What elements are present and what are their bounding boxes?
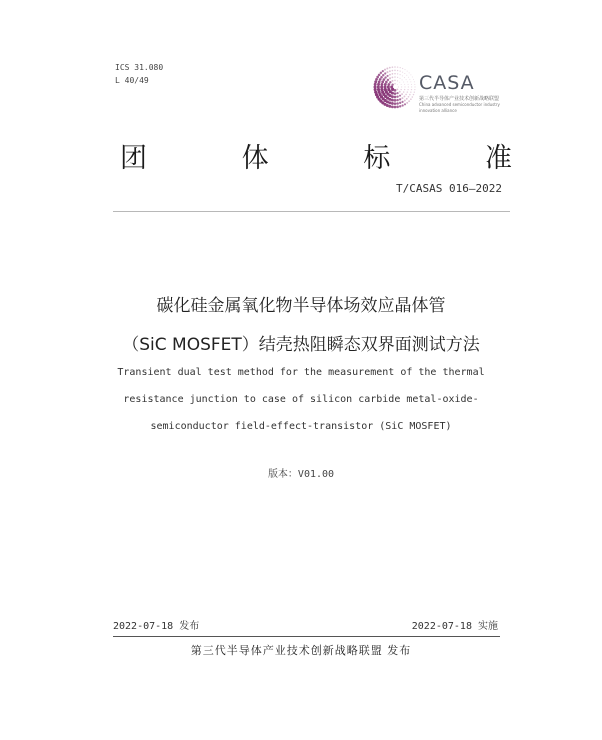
casa-logo [372, 64, 512, 124]
cn-title-line2: （SiC MOSFET）结壳热阻瞬态双界面测试方法 [122, 335, 480, 355]
logo-dot [401, 101, 403, 103]
logo-dot [380, 88, 383, 91]
logo-dot [409, 72, 410, 73]
logo-dot [392, 73, 394, 75]
logo-dot [383, 78, 386, 81]
logo-dot [408, 86, 409, 87]
title-char-2: 体 [241, 143, 269, 174]
logo-dot [405, 94, 407, 96]
logo-dot [399, 74, 400, 75]
logo-dot [401, 84, 402, 85]
logo-dot [389, 81, 391, 83]
logo-dot [396, 92, 398, 94]
logo-dot [404, 84, 405, 85]
logo-dot [414, 89, 415, 90]
logo-dot [396, 102, 399, 105]
logo-dot [387, 85, 390, 88]
logo-dot [389, 70, 391, 72]
logo-dot [390, 85, 393, 88]
logo-dot [402, 104, 404, 106]
logo-dot [401, 97, 403, 99]
logo-dot [382, 74, 384, 76]
logo-dot [402, 75, 403, 76]
logo-dot [391, 99, 394, 102]
logo-dot [384, 76, 386, 78]
logo-dot [396, 106, 399, 109]
logo-dot [375, 78, 378, 81]
logo-dot [387, 83, 390, 86]
logo-dot [380, 83, 383, 86]
en-title-line3: semiconductor field-effect-transistor (SiC MOSFET) [150, 421, 452, 432]
logo-dot [386, 71, 388, 73]
logo-dot [400, 89, 401, 90]
logo-dot [406, 79, 407, 80]
logo-dot [399, 98, 401, 100]
logo-dot [399, 78, 400, 79]
logo-dot [412, 77, 413, 78]
logo-dot [408, 96, 410, 98]
logo-cn-name: 第三代半导体产业技术创新战略联盟 [419, 96, 500, 102]
logo-dot [394, 73, 396, 75]
logo-dot [384, 69, 386, 71]
cn-title-line1: 碳化硅金属氧化物半导体场效应晶体管 [156, 296, 446, 316]
title-char-4: 准 [484, 143, 512, 174]
logo-dot [377, 83, 380, 86]
logo-dot [391, 80, 393, 82]
logo-dot [396, 95, 398, 97]
logo-dot [397, 77, 398, 78]
logo-dot [386, 68, 388, 70]
ics-code: ICS 31.080 [115, 63, 164, 72]
logo-dot [404, 86, 405, 87]
logo-dot [382, 70, 384, 72]
logo-dot [407, 71, 408, 72]
logo-dot [410, 98, 412, 100]
logo-dot [373, 85, 376, 88]
logo-dot [397, 73, 398, 74]
logo-dot [409, 94, 411, 96]
logo-dot [392, 70, 394, 72]
logo-dot [394, 80, 396, 82]
logo-dot [381, 81, 384, 84]
logo-dot [394, 76, 396, 78]
logo-dot [394, 96, 397, 99]
logo-dot [399, 95, 401, 97]
logo-dot [403, 82, 404, 83]
logo-dot [403, 91, 405, 93]
logo-dot [397, 66, 398, 67]
logo-dot [400, 71, 401, 72]
logo-dot [413, 79, 414, 80]
logo-dot [411, 86, 412, 87]
logo-dot [376, 76, 379, 79]
logo-dot [389, 67, 391, 69]
logo-dot [402, 72, 403, 73]
logo-dot [399, 82, 400, 83]
logo-dot [398, 86, 399, 87]
logo-dot [412, 96, 414, 98]
logo-en-line2: innovation alliance [419, 108, 457, 113]
logo-dot [408, 100, 410, 102]
logo-dot [414, 81, 415, 82]
logo-dot [404, 77, 405, 78]
issue-date: 2022-07-18 发布 [113, 621, 200, 632]
logo-dot [413, 94, 414, 95]
logo-dot [394, 99, 397, 102]
logo-dot [402, 68, 403, 69]
logo-dot [414, 92, 415, 93]
logo-dot [384, 88, 387, 91]
logo-en-line1: China advanced semiconductor industry [419, 102, 500, 107]
logo-dot [394, 106, 397, 109]
logo-dot [406, 75, 407, 76]
logo-dot [378, 74, 381, 77]
logo-dot [394, 102, 397, 105]
logo-dot [406, 102, 408, 104]
logo-dot [394, 66, 396, 68]
logo-dot [401, 86, 402, 87]
logo-dot [387, 88, 390, 91]
logo-dot [401, 93, 403, 95]
logo-dot [387, 79, 389, 81]
logo-dot [409, 79, 410, 80]
logo-dot [374, 88, 377, 91]
logo-dot [407, 81, 408, 82]
logo-dot [396, 99, 398, 101]
title-char-1: 团 [120, 143, 147, 174]
ccs-code: L 40/49 [115, 76, 149, 85]
logo-dot [392, 76, 394, 78]
logo-dot [384, 72, 386, 74]
logo-dot [380, 85, 383, 88]
logo-dot [404, 69, 405, 70]
logo-dot [374, 83, 377, 86]
logo-dot [404, 89, 405, 90]
logo-dot [414, 84, 415, 85]
logo-dot [378, 80, 381, 83]
logo-dot [399, 102, 401, 104]
logo-dot [379, 78, 382, 81]
logo-dot [383, 85, 386, 88]
en-title-line2: resistance junction to case of silicon carbide metal-oxide- [123, 394, 479, 405]
logo-dot [407, 89, 408, 90]
logo-dot [385, 81, 388, 84]
logo-dot [377, 85, 380, 88]
document-type-title [120, 136, 512, 175]
logo-dot [391, 105, 394, 108]
logo-dot [404, 73, 405, 74]
logo-dot [394, 83, 396, 85]
logo-dot [389, 77, 391, 79]
publisher: 第三代半导体产业技术创新战略联盟 发布 [190, 644, 412, 657]
logo-dot [389, 74, 391, 76]
logo-dot [397, 80, 398, 81]
top-divider [113, 211, 510, 212]
logo-dot [408, 84, 409, 85]
logo-dot [394, 92, 397, 95]
logo-dot [410, 91, 411, 92]
implementation-date: 2022-07-18 实施 [411, 621, 498, 632]
logo-dot [391, 83, 393, 85]
logo-dot [410, 81, 411, 82]
casa-logo-icon [372, 64, 418, 110]
logo-dot [374, 80, 377, 83]
logo-dot [411, 84, 412, 85]
logo-dot [400, 67, 401, 68]
standard-number: T/CASAS 016—2022 [396, 182, 502, 195]
logo-dot [402, 79, 403, 80]
logo-dot [404, 96, 406, 98]
logo-dot [391, 102, 394, 105]
logo-dot [380, 72, 382, 74]
classification-codes [115, 61, 163, 87]
logo-dot [374, 91, 377, 94]
logo-dot [387, 75, 389, 77]
logo-dot [377, 88, 380, 91]
logo-dot [410, 74, 411, 75]
logo-dot [399, 105, 401, 107]
en-title-line1: Transient dual test method for the measurement of the thermal [117, 367, 485, 378]
logo-dot [399, 91, 401, 93]
logo-dot [407, 91, 408, 92]
title-char-3: 标 [363, 143, 391, 174]
version-label: 版本：V01.00 [267, 469, 335, 480]
bottom-divider [113, 636, 500, 637]
logo-dot [408, 77, 409, 78]
logo-dot [380, 76, 383, 79]
logo-dot [404, 99, 406, 101]
logo-dot [404, 103, 406, 105]
logo-dot [397, 70, 398, 71]
logo-dot [394, 70, 396, 72]
logo-dot [406, 98, 408, 100]
logo-dot [397, 84, 398, 85]
logo-dot [411, 89, 412, 90]
logo-dot [414, 86, 415, 87]
logo-dot [396, 88, 398, 90]
logo-dot [392, 66, 394, 68]
logo-dot [384, 83, 387, 86]
logo-name: CASA [419, 72, 475, 94]
